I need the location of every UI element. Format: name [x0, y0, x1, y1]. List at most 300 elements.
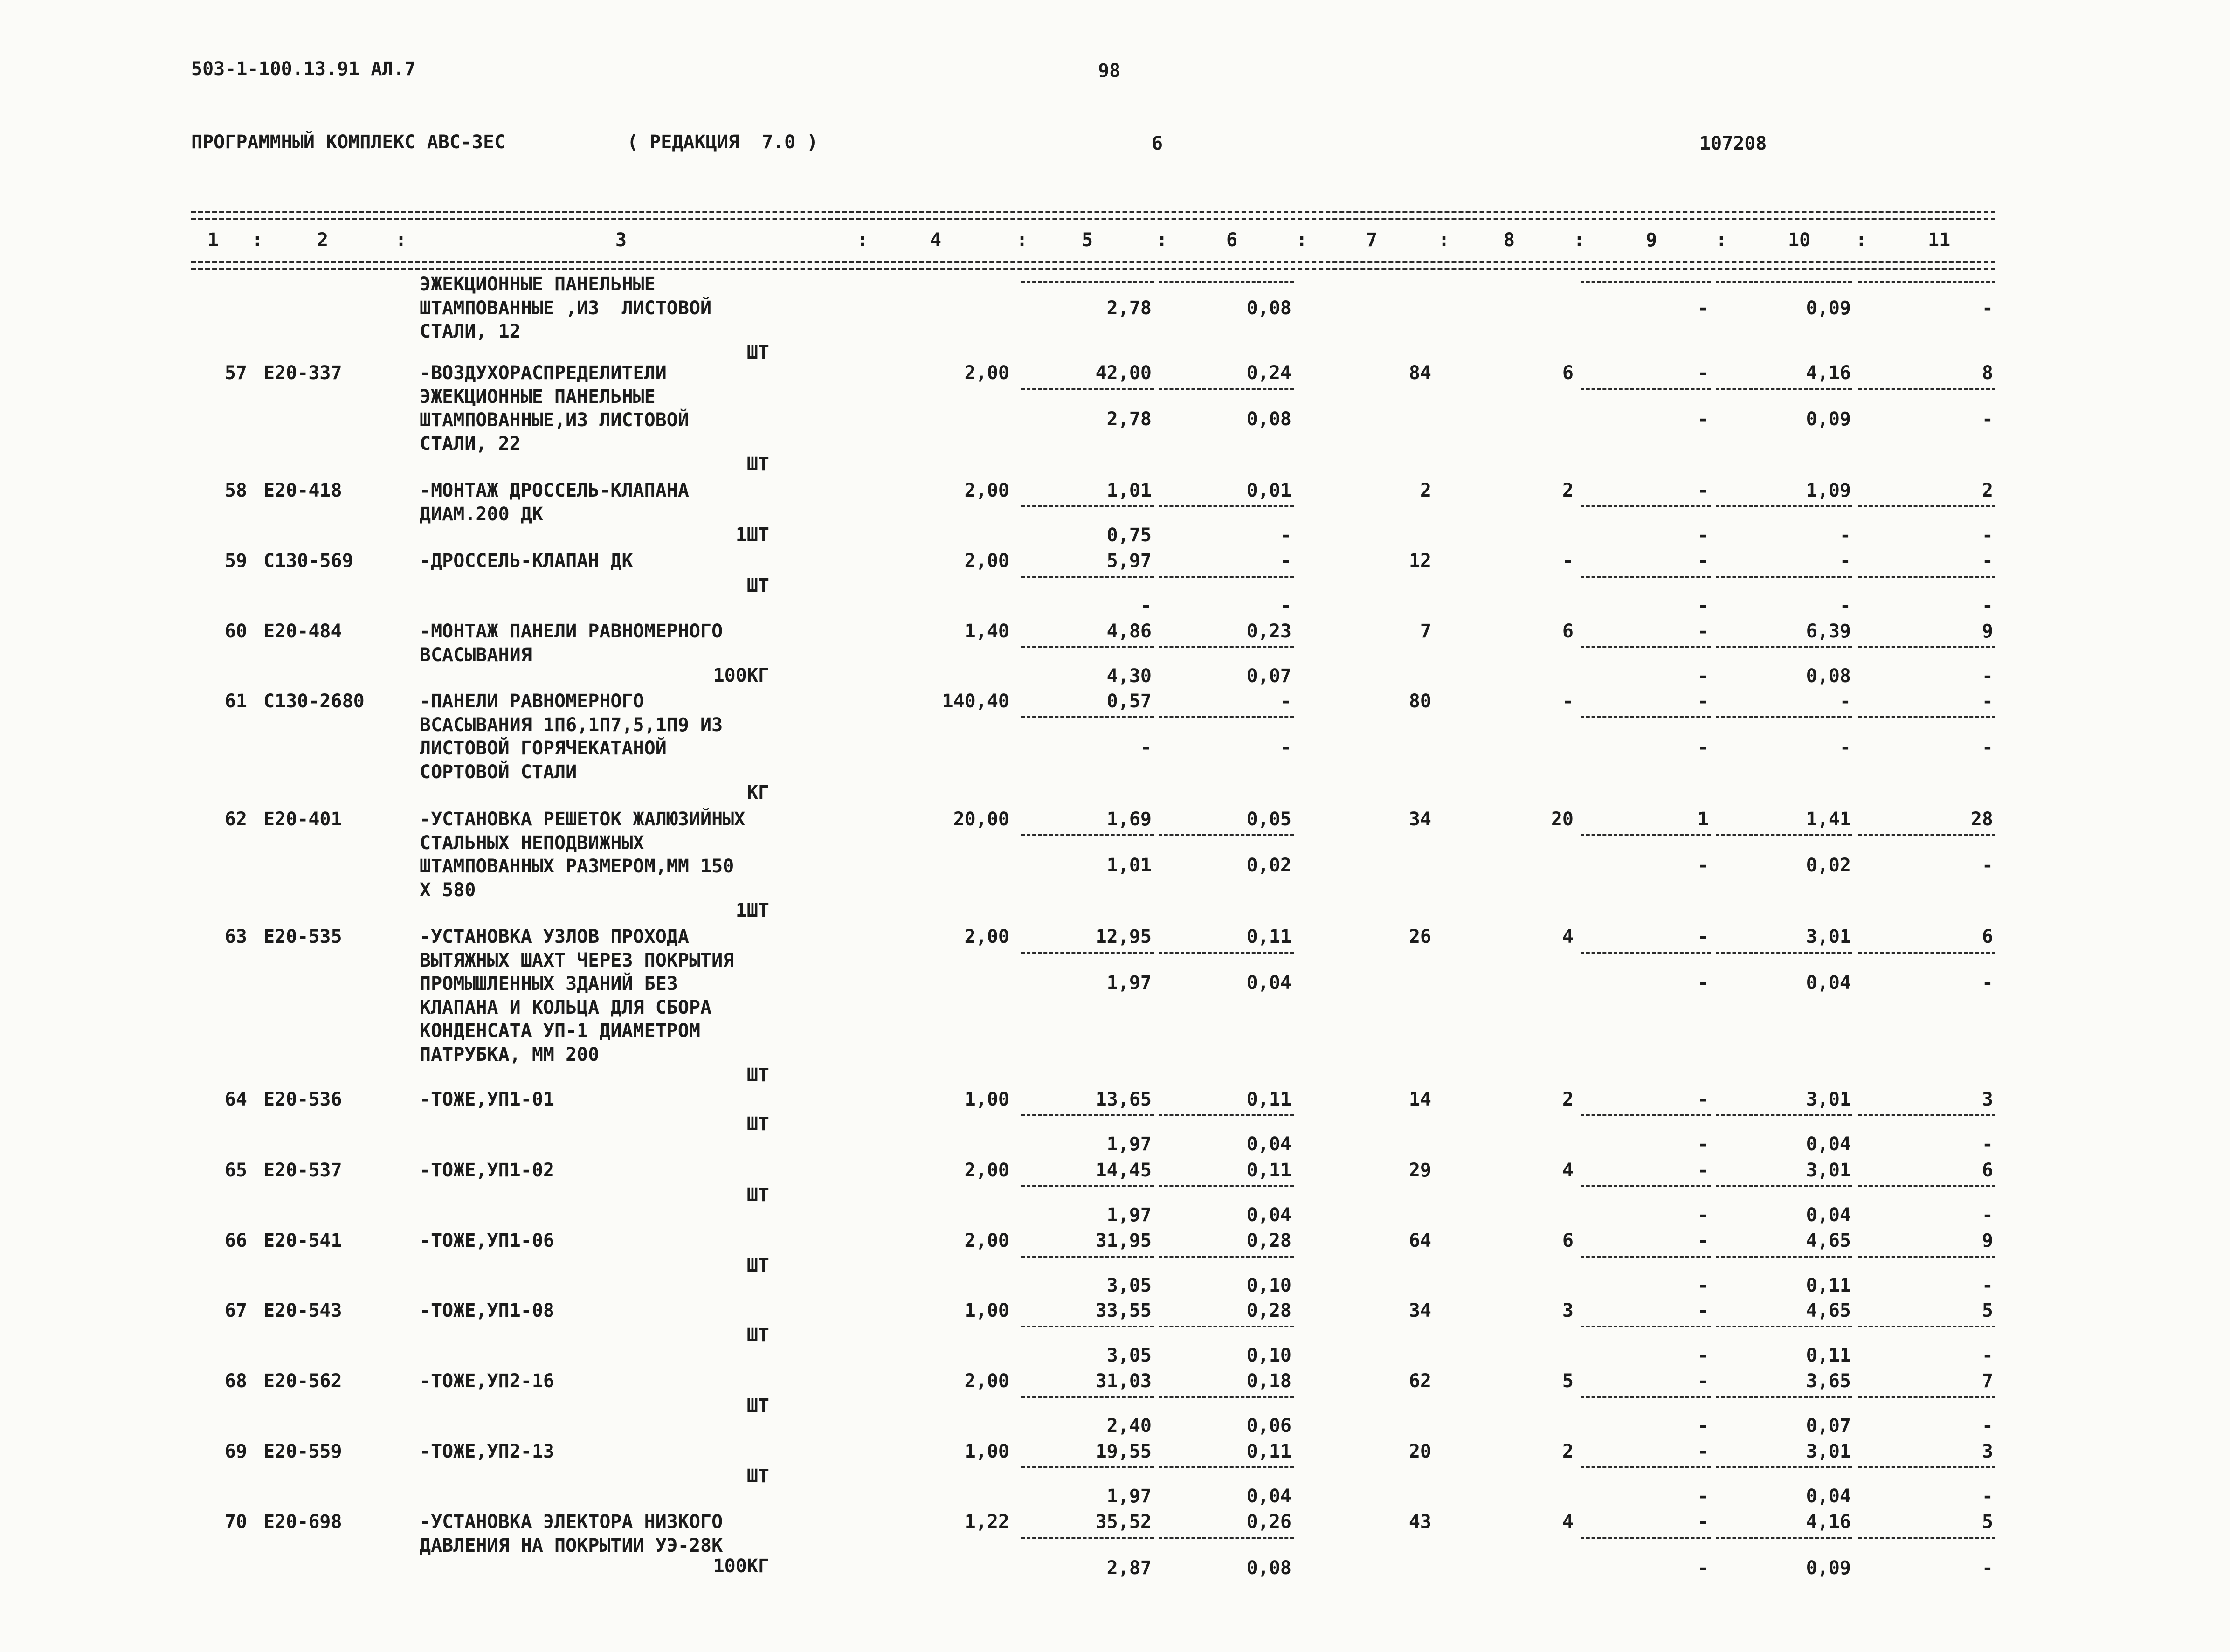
sub-value-s5: 1,97: [1106, 1133, 1152, 1155]
row-unit: КГ: [746, 782, 769, 803]
row-unit: ШТ: [746, 1184, 769, 1206]
sub-value-s9: -: [1697, 408, 1709, 430]
row-number: 68: [224, 1370, 247, 1392]
sub-value-s5: 2,78: [1106, 297, 1152, 319]
row-unit: ШТ: [746, 341, 769, 363]
row-description: СТАЛЬНЫХ НЕПОДВИЖНЫХ: [420, 832, 644, 854]
sub-rule: [1581, 1256, 1711, 1258]
value-col-c11: -: [1981, 550, 1993, 572]
sub-rule: [1858, 1466, 1995, 1468]
row-description: -МОНТАЖ ДРОССЕЛЬ-КЛАПАНА: [420, 480, 689, 501]
sub-rule: [1716, 388, 1852, 390]
sub-value-s5: 4,30: [1106, 665, 1152, 687]
value-col-c5: 1,69: [1106, 809, 1152, 830]
sub-value-s5: -: [1140, 594, 1152, 616]
value-col-c5: 14,45: [1095, 1160, 1152, 1181]
sub-rule: [1581, 952, 1711, 954]
sub-value-s10: 0,09: [1806, 297, 1851, 319]
row-number: 65: [224, 1160, 247, 1181]
row-description: -ТОЖЕ,УП1-01: [420, 1089, 554, 1110]
sub-rule: [1581, 388, 1711, 390]
row-description: -ТОЖЕ,УП2-16: [420, 1370, 554, 1392]
value-col-c5: 1,01: [1106, 480, 1152, 501]
row-code: Е20-541: [263, 1230, 342, 1251]
value-col-c5: 0,57: [1106, 691, 1152, 712]
value-col-c10: 3,65: [1806, 1370, 1851, 1392]
sub-rule: [1858, 505, 1995, 507]
sub-value-s11: -: [1981, 408, 1993, 430]
row-code: Е20-537: [263, 1160, 342, 1181]
value-col-c8: 20: [1551, 809, 1574, 830]
sub-value-s9: -: [1697, 1204, 1709, 1226]
sub-rule: [1716, 1326, 1852, 1327]
sub-value-s9: -: [1697, 972, 1709, 994]
column-separator: :: [1016, 229, 1028, 251]
value-col-c7: 64: [1408, 1230, 1431, 1251]
row-description: СТАЛИ, 22: [420, 433, 521, 455]
sub-value-s5: 1,97: [1106, 1485, 1152, 1507]
value-col-qty: 1,40: [964, 621, 1009, 642]
value-col-c9: -: [1697, 1370, 1709, 1392]
row-description: -МОНТАЖ ПАНЕЛИ РАВНОМЕРНОГО: [420, 621, 723, 642]
sub-value-s9: -: [1697, 855, 1709, 876]
sub-value-s5: 3,05: [1106, 1344, 1152, 1366]
row-description: -УСТАНОВКА РЕШЕТОК ЖАЛЮЗИЙНЫХ: [420, 809, 746, 830]
row-unit: ШТ: [746, 1113, 769, 1135]
sub-value-s11: -: [1981, 1133, 1993, 1155]
value-col-c9: -: [1697, 1089, 1709, 1110]
value-col-c6: 0,28: [1246, 1300, 1291, 1321]
sub-value-s6: 0,10: [1246, 1344, 1291, 1366]
value-col-c6: 0,01: [1246, 480, 1291, 501]
sub-value-s11: -: [1981, 1274, 1993, 1296]
sub-value-s6: 0,10: [1246, 1274, 1291, 1296]
sub-value-s9: -: [1697, 1557, 1709, 1579]
sub-value-s5: 2,40: [1106, 1415, 1152, 1437]
sub-rule: [1159, 1256, 1294, 1258]
row-number: 70: [224, 1511, 247, 1533]
row-code: Е20-543: [263, 1300, 342, 1321]
sub-rule: [1021, 388, 1154, 390]
value-col-c6: 0,23: [1246, 621, 1291, 642]
value-col-c6: 0,11: [1246, 1441, 1291, 1462]
row-unit: ШТ: [746, 1064, 769, 1086]
row-description: -УСТАНОВКА УЗЛОВ ПРОХОДА: [420, 926, 689, 947]
value-col-c5: 35,52: [1095, 1511, 1152, 1533]
value-col-c7: 12: [1408, 550, 1431, 572]
sub-rule: [1581, 1466, 1711, 1468]
value-col-c7: 34: [1408, 809, 1431, 830]
sub-rule: [1581, 834, 1711, 836]
sub-rule: [1021, 1185, 1154, 1187]
sub-rule: [1581, 716, 1711, 718]
row-number: 59: [224, 550, 247, 572]
value-col-qty: 2,00: [964, 480, 1009, 501]
sub-value-s6: -: [1280, 594, 1291, 616]
sub-rule: [1159, 1114, 1294, 1116]
value-col-c10: 4,65: [1806, 1300, 1851, 1321]
value-col-c8: 2: [1562, 1441, 1574, 1462]
value-col-c8: 3: [1562, 1300, 1574, 1321]
value-col-c8: 6: [1562, 621, 1574, 642]
sub-rule: [1716, 1466, 1852, 1468]
value-col-c7: 26: [1408, 926, 1431, 947]
value-col-c10: 1,09: [1806, 480, 1851, 501]
page-number: 98: [1098, 60, 1121, 82]
sub-value-s9: -: [1697, 1344, 1709, 1366]
sub-rule: [1858, 1256, 1995, 1258]
sub-rule: [1021, 952, 1154, 954]
sub-rule: [1021, 281, 1154, 283]
row-description: -ТОЖЕ,УП1-06: [420, 1230, 554, 1251]
value-col-c6: 0,24: [1246, 362, 1291, 384]
value-col-c10: 4,65: [1806, 1230, 1851, 1251]
sub-rule: [1021, 716, 1154, 718]
sub-rule: [1716, 1396, 1852, 1398]
column-separator: :: [1296, 229, 1308, 251]
sub-rule: [1021, 834, 1154, 836]
column-header-5: 5: [1082, 229, 1093, 251]
sub-value-s6: 0,08: [1246, 1557, 1291, 1579]
sub-value-s11: -: [1981, 524, 1993, 546]
sub-rule: [1021, 1326, 1154, 1327]
value-col-c11: 5: [1981, 1300, 1993, 1321]
sub-value-s10: 0,04: [1806, 1485, 1851, 1507]
value-col-c11: 3: [1981, 1441, 1993, 1462]
value-col-c10: 3,01: [1806, 1160, 1851, 1181]
value-col-qty: 2,00: [964, 362, 1009, 384]
column-header-11: 11: [1928, 229, 1951, 251]
sub-value-s6: -: [1280, 524, 1291, 546]
column-separator: :: [1856, 229, 1867, 251]
sub-value-s10: 0,08: [1806, 665, 1851, 687]
sheet-code: 107208: [1699, 133, 1767, 154]
sub-rule: [1159, 1185, 1294, 1187]
row-number: 58: [224, 480, 247, 501]
value-col-c8: -: [1562, 550, 1574, 572]
sub-rule: [1858, 1114, 1995, 1116]
row-code: Е20-337: [263, 362, 342, 384]
row-number: 67: [224, 1300, 247, 1321]
sub-value-s11: -: [1981, 1204, 1993, 1226]
row-code: Е20-698: [263, 1511, 342, 1533]
row-description: ЛИСТОВОЙ ГОРЯЧЕКАТАНОЙ: [420, 738, 667, 759]
row-unit: 100КГ: [713, 665, 769, 686]
value-col-c10: 1,41: [1806, 809, 1851, 830]
value-col-c7: 62: [1408, 1370, 1431, 1392]
program-title: ПРОГРАММНЫЙ КОМПЛЕКС АВС-ЗЕС: [191, 131, 506, 153]
sub-value-s6: 0,02: [1246, 855, 1291, 876]
value-col-c8: -: [1562, 691, 1574, 712]
sub-value-s6: 0,08: [1246, 297, 1291, 319]
value-col-c6: 0,28: [1246, 1230, 1291, 1251]
sub-value-s6: 0,04: [1246, 1133, 1291, 1155]
sub-rule: [1021, 646, 1154, 648]
column-separator: :: [1156, 229, 1168, 251]
value-col-c6: 0,18: [1246, 1370, 1291, 1392]
row-code: Е20-401: [263, 809, 342, 830]
sub-value-s10: 0,04: [1806, 1133, 1851, 1155]
row-description: СОРТОВОЙ СТАЛИ: [420, 761, 577, 783]
sheet-number: 6: [1152, 133, 1163, 154]
row-code: С130-2680: [263, 691, 365, 712]
sub-rule: [1159, 1537, 1294, 1539]
sub-rule: [1858, 646, 1995, 648]
row-code: С130-569: [263, 550, 353, 572]
sub-value-s11: -: [1981, 665, 1993, 687]
sub-rule: [1581, 1114, 1711, 1116]
value-col-c10: 6,39: [1806, 621, 1851, 642]
row-unit: ШТ: [746, 1324, 769, 1346]
column-header-4: 4: [930, 229, 942, 251]
sub-rule: [1159, 646, 1294, 648]
column-header-3: 3: [615, 229, 627, 251]
row-description: -ВОЗДУХОРАСПРЕДЕЛИТЕЛИ: [420, 362, 667, 384]
value-col-qty: 2,00: [964, 1370, 1009, 1392]
value-col-c11: 7: [1981, 1370, 1993, 1392]
row-code: Е20-535: [263, 926, 342, 947]
sub-value-s10: -: [1839, 594, 1851, 616]
row-description: КОНДЕНСАТА УП-1 ДИАМЕТРОМ: [420, 1020, 701, 1042]
sub-rule: [1716, 1256, 1852, 1258]
value-col-c10: 4,16: [1806, 1511, 1851, 1533]
value-col-c6: 0,11: [1246, 1089, 1291, 1110]
sub-value-s6: 0,06: [1246, 1415, 1291, 1437]
header-bottom-rule: [191, 261, 1995, 263]
sub-rule: [1021, 1396, 1154, 1398]
row-number: 63: [224, 926, 247, 947]
row-description: Х 580: [420, 879, 476, 901]
sub-rule: [1858, 1537, 1995, 1539]
column-separator: :: [1438, 229, 1450, 251]
value-col-qty: 1,00: [964, 1089, 1009, 1110]
sub-rule: [1581, 646, 1711, 648]
value-col-c11: 5: [1981, 1511, 1993, 1533]
sub-rule: [1858, 1396, 1995, 1398]
sub-value-s10: 0,09: [1806, 408, 1851, 430]
value-col-qty: 2,00: [964, 1230, 1009, 1251]
row-unit: ШТ: [746, 1395, 769, 1417]
sub-value-s5: 2,87: [1106, 1557, 1152, 1579]
sub-value-s11: -: [1981, 1415, 1993, 1437]
row-description: ШТАМПОВАННЫЕ,ИЗ ЛИСТОВОЙ: [420, 409, 689, 431]
value-col-c7: 80: [1408, 691, 1431, 712]
column-header-8: 8: [1504, 229, 1515, 251]
sub-rule: [1021, 1537, 1154, 1539]
sub-value-s9: -: [1697, 737, 1709, 758]
value-col-qty: 1,00: [964, 1300, 1009, 1321]
column-header-7: 7: [1366, 229, 1378, 251]
sub-rule: [1581, 1537, 1711, 1539]
column-header-6: 6: [1226, 229, 1238, 251]
sub-value-s11: -: [1981, 855, 1993, 876]
value-col-c5: 31,03: [1095, 1370, 1152, 1392]
row-description: -ПАНЕЛИ РАВНОМЕРНОГО: [420, 691, 644, 712]
sub-value-s9: -: [1697, 594, 1709, 616]
value-col-c7: 20: [1408, 1441, 1431, 1462]
row-description: ДИАМ.200 ДК: [420, 503, 543, 525]
sub-value-s10: 0,04: [1806, 972, 1851, 994]
value-col-c6: -: [1280, 691, 1291, 712]
sub-rule: [1581, 1326, 1711, 1327]
table-top-rule-2: [191, 218, 1995, 220]
value-col-c11: 6: [1981, 1160, 1993, 1181]
sub-value-s10: 0,02: [1806, 855, 1851, 876]
sub-rule: [1716, 1114, 1852, 1116]
row-unit: 100КГ: [713, 1555, 769, 1577]
sub-rule: [1581, 281, 1711, 283]
value-col-c6: 0,11: [1246, 926, 1291, 947]
value-col-c11: 2: [1981, 480, 1993, 501]
sub-value-s10: 0,09: [1806, 1557, 1851, 1579]
value-col-c9: -: [1697, 926, 1709, 947]
sub-rule: [1716, 716, 1852, 718]
sub-value-s5: -: [1140, 737, 1152, 758]
value-col-c5: 12,95: [1095, 926, 1152, 947]
sub-rule: [1716, 505, 1852, 507]
value-col-c6: 0,05: [1246, 809, 1291, 830]
sub-rule: [1858, 834, 1995, 836]
row-number: 64: [224, 1089, 247, 1110]
value-col-c8: 4: [1562, 1511, 1574, 1533]
value-col-c11: 9: [1981, 1230, 1993, 1251]
row-number: 61: [224, 691, 247, 712]
sub-rule: [1021, 505, 1154, 507]
sub-rule: [1716, 576, 1852, 578]
sub-value-s11: -: [1981, 1557, 1993, 1579]
row-number: 69: [224, 1441, 247, 1462]
sub-value-s10: 0,07: [1806, 1415, 1851, 1437]
sub-rule: [1858, 388, 1995, 390]
sub-rule: [1858, 716, 1995, 718]
value-col-c9: -: [1697, 621, 1709, 642]
value-col-c11: 28: [1970, 809, 1993, 830]
sub-value-s10: 0,11: [1806, 1344, 1851, 1366]
value-col-c10: 4,16: [1806, 362, 1851, 384]
row-number: 62: [224, 809, 247, 830]
row-description: СТАЛИ, 12: [420, 321, 521, 342]
sub-rule: [1159, 281, 1294, 283]
sub-rule: [1159, 716, 1294, 718]
sub-rule: [1716, 1537, 1852, 1539]
value-col-c5: 13,65: [1095, 1089, 1152, 1110]
value-col-c8: 6: [1562, 362, 1574, 384]
row-unit: ШТ: [746, 1254, 769, 1276]
sub-value-s9: -: [1697, 1133, 1709, 1155]
sub-rule: [1021, 1466, 1154, 1468]
column-separator: :: [1574, 229, 1585, 251]
sub-value-s6: -: [1280, 737, 1291, 758]
row-description: ВЫТЯЖНЫХ ШАХТ ЧЕРЕЗ ПОКРЫТИЯ: [420, 949, 734, 971]
value-col-c9: -: [1697, 362, 1709, 384]
column-header-1: 1: [207, 229, 219, 251]
sub-value-s5: 1,97: [1106, 972, 1152, 994]
sub-value-s5: 3,05: [1106, 1274, 1152, 1296]
row-number: 57: [224, 362, 247, 384]
sub-value-s11: -: [1981, 297, 1993, 319]
row-description: КЛАПАНА И КОЛЬЦА ДЛЯ СБОРА: [420, 996, 712, 1018]
value-col-c9: -: [1697, 550, 1709, 572]
sub-value-s6: 0,04: [1246, 1204, 1291, 1226]
value-col-c8: 6: [1562, 1230, 1574, 1251]
sub-rule: [1021, 1256, 1154, 1258]
value-col-c7: 29: [1408, 1160, 1431, 1181]
row-code: Е20-418: [263, 480, 342, 501]
sub-value-s11: -: [1981, 1344, 1993, 1366]
row-code: Е20-536: [263, 1089, 342, 1110]
header-bottom-rule-2: [191, 268, 1995, 270]
row-description: ДАВЛЕНИЯ НА ПОКРЫТИИ УЭ-28К: [420, 1534, 723, 1556]
sub-value-s9: -: [1697, 524, 1709, 546]
sub-value-s5: 0,75: [1106, 524, 1152, 546]
value-col-c7: 84: [1408, 362, 1431, 384]
sub-rule: [1716, 1185, 1852, 1187]
sub-value-s6: 0,04: [1246, 972, 1291, 994]
sub-value-s6: 0,07: [1246, 665, 1291, 687]
value-col-c10: 3,01: [1806, 1089, 1851, 1110]
value-col-c9: 1: [1697, 809, 1709, 830]
row-number: 60: [224, 621, 247, 642]
sub-rule: [1159, 505, 1294, 507]
sub-value-s11: -: [1981, 594, 1993, 616]
row-code: Е20-562: [263, 1370, 342, 1392]
sub-value-s5: 1,01: [1106, 855, 1152, 876]
value-col-c7: 7: [1420, 621, 1431, 642]
value-col-c9: -: [1697, 480, 1709, 501]
value-col-c9: -: [1697, 1230, 1709, 1251]
value-col-c9: -: [1697, 1441, 1709, 1462]
value-col-c11: 9: [1981, 621, 1993, 642]
sub-rule: [1159, 1396, 1294, 1398]
sub-value-s11: -: [1981, 972, 1993, 994]
sub-rule: [1716, 281, 1852, 283]
row-description: ЭЖЕКЦИОННЫЕ ПАНЕЛЬНЫЕ: [420, 274, 656, 295]
sub-rule: [1159, 576, 1294, 578]
value-col-c10: -: [1839, 691, 1851, 712]
value-col-c10: -: [1839, 550, 1851, 572]
sub-rule: [1581, 505, 1711, 507]
sub-value-s10: 0,04: [1806, 1204, 1851, 1226]
sub-rule: [1716, 952, 1852, 954]
row-unit: ШТ: [746, 454, 769, 475]
row-description: ВСАСЫВАНИЯ: [420, 644, 532, 666]
value-col-c7: 14: [1408, 1089, 1431, 1110]
value-col-qty: 2,00: [964, 1160, 1009, 1181]
row-unit: 1ШТ: [735, 900, 769, 921]
column-header-2: 2: [317, 229, 329, 251]
sub-rule: [1858, 952, 1995, 954]
value-col-qty: 2,00: [964, 550, 1009, 572]
value-col-c7: 43: [1408, 1511, 1431, 1533]
value-col-c7: 2: [1420, 480, 1431, 501]
sub-value-s6: 0,08: [1246, 408, 1291, 430]
value-col-qty: 1,00: [964, 1441, 1009, 1462]
document-code: 503-1-100.13.91 АЛ.7: [191, 58, 416, 80]
sub-rule: [1716, 834, 1852, 836]
row-description: ПАТРУБКА, ММ 200: [420, 1044, 600, 1065]
value-col-c10: 3,01: [1806, 1441, 1851, 1462]
sub-value-s5: 1,97: [1106, 1204, 1152, 1226]
value-col-c8: 2: [1562, 1089, 1574, 1110]
sub-rule: [1159, 1466, 1294, 1468]
sub-rule: [1581, 1185, 1711, 1187]
row-code: Е20-559: [263, 1441, 342, 1462]
value-col-c5: 42,00: [1095, 362, 1152, 384]
sub-value-s6: 0,04: [1246, 1485, 1291, 1507]
sub-value-s9: -: [1697, 665, 1709, 687]
row-number: 66: [224, 1230, 247, 1251]
value-col-c5: 31,95: [1095, 1230, 1152, 1251]
